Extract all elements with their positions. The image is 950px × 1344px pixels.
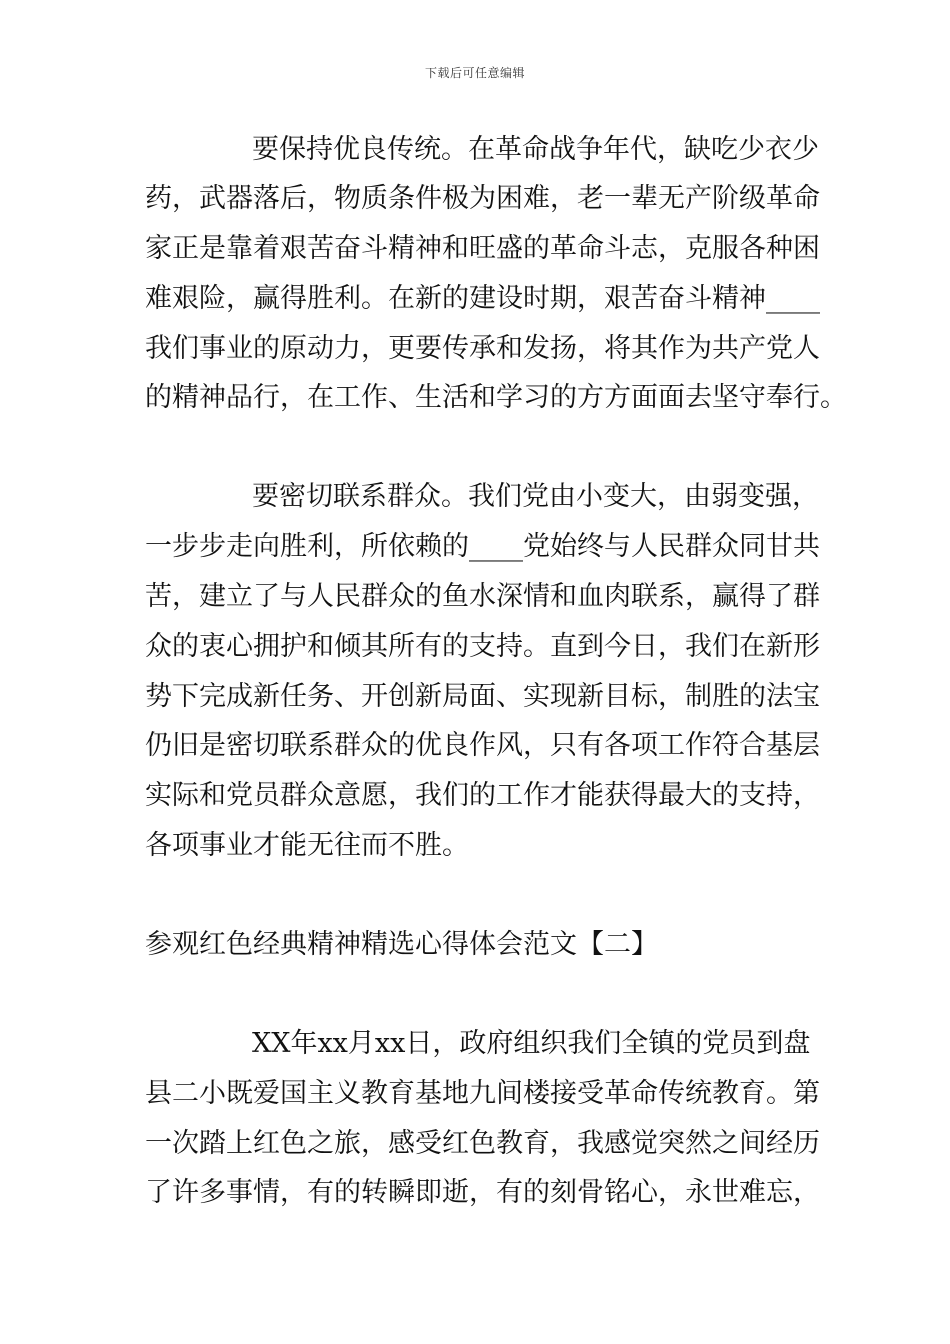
paragraph-line: 要保持优良传统。在革命战争年代，缺吃少衣少 bbox=[252, 134, 819, 165]
paragraph-line: 仍旧是密切联系群众的优良作风，只有各项工作符合基层 bbox=[145, 730, 820, 761]
paragraph-line: 县二小既爱国主义教育基地九间楼接受革命传统教育。第 bbox=[145, 1078, 820, 1109]
paragraph-line: 众的衷心拥护和倾其所有的支持。直到今日，我们在新形 bbox=[145, 631, 820, 662]
paragraph-line: 一步步走向胜利，所依赖的____党始终与人民群众同甘共 bbox=[145, 531, 820, 562]
paragraph-line: 各项事业才能无往而不胜。 bbox=[145, 830, 469, 861]
paragraph-line: 了许多事情，有的转瞬即逝，有的刻骨铭心，永世难忘， bbox=[145, 1177, 820, 1208]
section-heading: 参观红色经典精神精选心得体会范文【二】 bbox=[145, 929, 658, 960]
paragraph-line: 的精神品行，在工作、生活和学习的方方面面去坚守奉行。 bbox=[145, 382, 847, 413]
paragraph-line: 难艰险，赢得胜利。在新的建设时期，艰苦奋斗精神____ bbox=[145, 283, 820, 314]
paragraph-line: 要密切联系群众。我们党由小变大，由弱变强， bbox=[252, 481, 819, 512]
paragraph-line: 势下完成新任务、开创新局面、实现新目标，制胜的法宝 bbox=[145, 681, 820, 712]
paragraph-line: 家正是靠着艰苦奋斗精神和旺盛的革命斗志，克服各种困 bbox=[145, 233, 820, 264]
paragraph-line: 我们事业的原动力，更要传承和发扬，将其作为共产党人 bbox=[145, 333, 820, 364]
paragraph-line: XX年xx月xx日，政府组织我们全镇的党员到盘 bbox=[252, 1028, 811, 1059]
paragraph-line: 实际和党员群众意愿，我们的工作才能获得最大的支持， bbox=[145, 780, 820, 811]
paragraph-line: 苦，建立了与人民群众的鱼水深情和血肉联系，赢得了群 bbox=[145, 581, 820, 612]
paragraph-line: 药，武器落后，物质条件极为困难，老一辈无产阶级革命 bbox=[145, 183, 820, 214]
header-note: 下载后可任意编辑 bbox=[424, 66, 525, 80]
paragraph-line: 一次踏上红色之旅，感受红色教育，我感觉突然之间经历 bbox=[145, 1128, 820, 1159]
